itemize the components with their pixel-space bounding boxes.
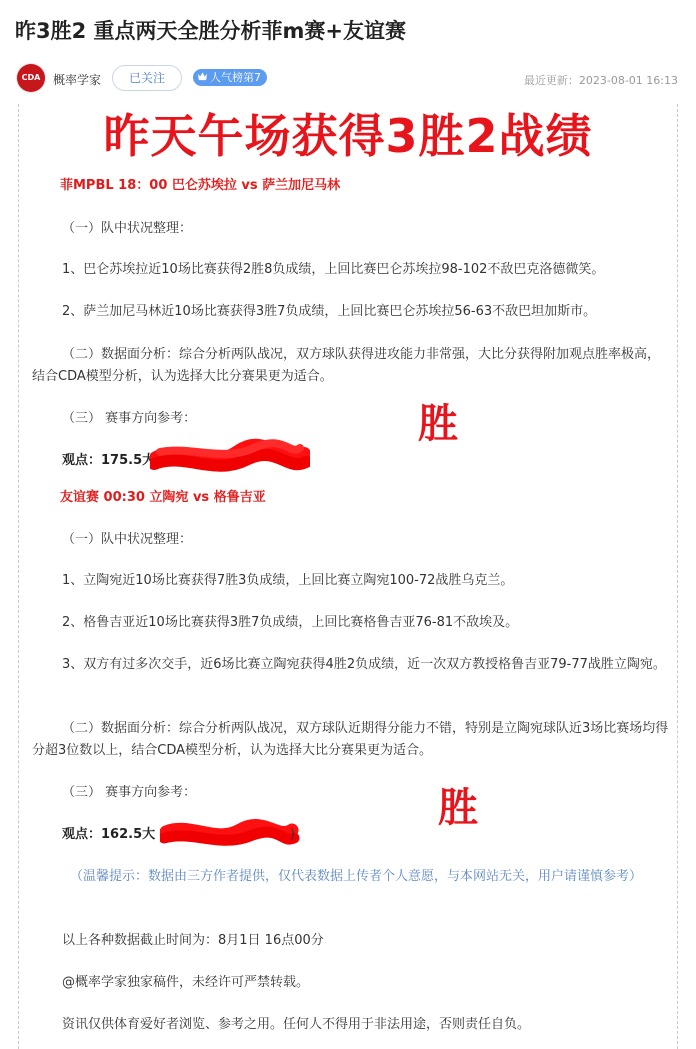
update-time: 最近更新：2023-08-01 16:13 [523,74,678,87]
match1-item2: 2、萨兰加尼马林近10场比赛获得3胜7负成绩，上回比赛巴仑苏埃拉56-63不敌巴坦加斯市。 [62,304,597,319]
match1-item1: 1、巴仑苏埃拉近10场比赛获得2胜8负成绩，上回比赛巴仑苏埃拉98-102不敌巴克洛德微笑。 [62,262,605,277]
follow-button[interactable]: 已关注 [112,65,182,91]
match1-viewpoint: 观点：175.5大 [62,453,156,468]
match2-viewpoint: 观点：162.5大 [62,827,156,842]
result-banner: 昨天午场获得3胜2战绩 [103,109,593,163]
match2-win-mark: 胜 [438,785,478,831]
author-avatar[interactable]: CDA [17,64,45,92]
crown-icon [197,71,208,82]
match1-section3: （三） 赛事方向参考： [62,411,197,426]
rank-badge-label: 人气榜第7 [210,71,261,84]
match2-section2: （二）数据面分析：综合分析两队战况，双方球队近期得分能力不错，特别是立陶宛球队近3场比赛场均得分超3位数以上，结合CDA模型分析，认为选择大比分赛果更为适合。 [32,721,669,758]
match2-item1: 1、立陶宛近10场比赛获得7胜3负成绩，上回比赛立陶宛100-72战胜乌克兰。 [62,573,514,588]
content-border-left [18,104,19,1049]
copyright-notice: @概率学家独家稿件，未经许可严禁转载。 [62,975,310,990]
match2-item3: 3、双方有过多次交手，近6场比赛立陶宛获得4胜2负成绩，近一次双方教授格鲁吉亚79-77战胜立陶宛。 [62,657,666,672]
warm-notice: （温馨提示：数据由三方作者提供，仅代表数据上传者个人意愿，与本网站无关，用户请谨慎参考） [70,869,643,884]
match1-section1: （一）队中状况整理： [62,221,193,236]
match1-win-mark: 胜 [418,401,458,447]
author-name[interactable]: 概率学家 [53,73,102,87]
match1-header: 菲MPBL 18：00 巴仑苏埃拉 vs 萨兰加尼马林 [60,178,341,193]
data-cutoff: 以上各种数据截止时间为：8月1日 16点00分 [62,933,324,948]
match1-section2: （二）数据面分析：综合分析两队战况，双方球队获得进攻能力非常强，大比分获得附加观点胜率极高，结合CDA模型分析，认为选择大比分赛果更为适合。 [32,347,661,384]
match2-section3: （三） 赛事方向参考： [62,785,197,800]
match2-section1: （一）队中状况整理： [62,532,193,547]
popularity-rank-badge[interactable] [193,69,267,86]
match2-item2: 2、格鲁吉亚近10场比赛获得3胜7负成绩，上回比赛格鲁吉亚76-81不敌埃及。 [62,615,519,630]
redaction-scribble [160,816,300,852]
disclaimer: 资讯仅供体育爱好者浏览、参考之用。任何人不得用于非法用途，否则责任自负。 [62,1017,531,1032]
redaction-scribble [150,438,310,480]
match2-viewpoint-paren: ) [290,827,296,842]
match2-header: 友谊赛 00:30 立陶宛 vs 格鲁吉亚 [60,490,266,505]
article-title: 昨3胜2 重点两天全胜分析菲m赛+友谊赛 [15,19,407,43]
author-bar [0,62,696,96]
